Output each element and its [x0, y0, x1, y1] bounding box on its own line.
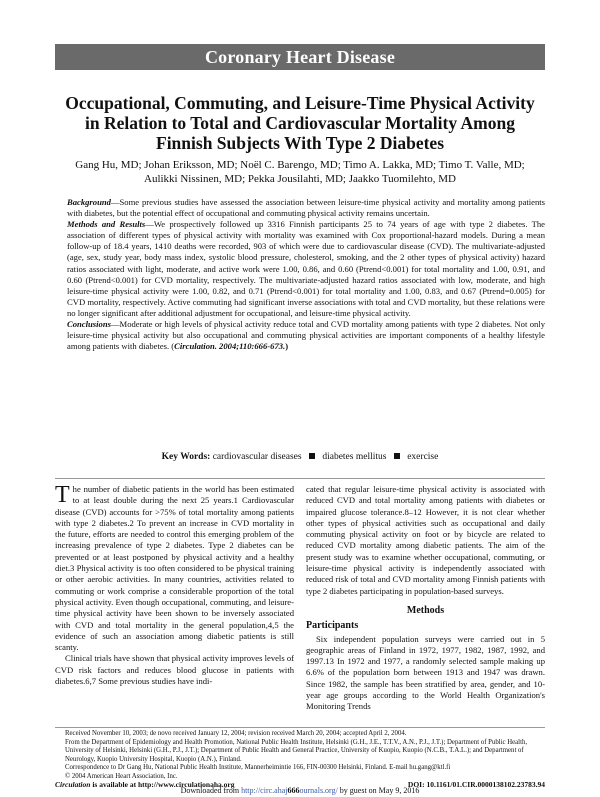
background-text: —Some previous studies have assessed the association between leisure-time physical activity and mortality among patients with diabetes, but the potential effect of occupational and commuting physical activity remains uncertain.	[67, 197, 545, 219]
article-title: Occupational, Commuting, and Leisure-Time Physical Activity in Relation to Total and Cardiovascular Mortality Among Finnish Subjects With Type 2 Diabetes	[65, 93, 535, 153]
keyword-item: diabetes mellitus	[322, 452, 387, 462]
conclusions-text: —Moderate or high levels of physical activity reduce total and CVD mortality among patients with type 2 diabetes. Not only leisure-time physical activity but also occupational and commuting physical activities are important components of a healthy lifestyle among patients with diabetes. (	[67, 319, 545, 352]
abstract-methods	[55, 219, 545, 319]
footnotes	[55, 727, 545, 782]
body-paragraph	[55, 484, 294, 653]
download-link-tail[interactable]: ournals.org/	[299, 786, 338, 795]
author-list: Gang Hu, MD; Johan Eriksson, MD; Noël C. Barengo, MD; Timo A. Lakka, MD; Timo T. Valle, MD; Aulikki Nissinen, MD; Pekka Jousilahti, MD; Jaakko Tuomilehto, MD	[75, 159, 525, 185]
abstract-conclusions	[55, 319, 545, 352]
keyword-separator	[309, 453, 315, 459]
download-suffix: by guest on May 9, 2016	[337, 786, 420, 795]
methods-heading: Methods	[406, 604, 445, 616]
participants-heading: Participants	[306, 620, 359, 632]
body-text: he number of diabetic patients in the world has been estimated to at least double during the next 25 years.1 Cardiovascular disease (CVD) accounts for >75% of total mortality among patients with type 2 diabetes.2 To prevent an increase in CVD mortality in the future, efforts are needed to control this emerging problem of the increasing prevalence of type 2 diabetes. Type 2 diabetes can be prevented or at least postponed by physical activity and a healthy diet.3 Physical activity is too often considered to be physical training or other aerobic activities. In many countries, activities related to commuting or work comprise a considerable proportion of the total physical activity. Even though occupational, commuting, and leisure-time physical activity have been shown to be inversely associated with CVD and total mortality in the general population,4,5 the evidence of such an association among diabetic patients is still scanty.	[55, 484, 294, 653]
drop-cap: T	[55, 482, 70, 508]
body-paragraph: Six independent population surveys were carried out in 5 geographic areas of Finland in 1972, 1977, 1982, 1987, 1992, and 1997.13 In 1972 and 1977, a randomly selected sample making up 6.6% of the population born between 1913 and 1947 was drawn. Since 1982, the sample has been stratified by area, gender, and 10-year age groups according to the World Health Organization's Monitoring Trends	[306, 633, 545, 712]
footnote-copyright: © 2004 American Heart Association, Inc.	[65, 772, 178, 780]
download-notice	[0, 786, 600, 795]
footnote-correspondence: Correspondence to Dr Gang Hu, National Public Health Institute, Mannerheimintie 166, FIN-00300 Helsinki, Finland. E-mail hu.gang@ktl.fi	[65, 764, 451, 772]
keyword-separator	[394, 453, 400, 459]
keyword-item: cardiovascular diseases	[212, 452, 302, 462]
footnote-affiliations: From the Department of Epidemiology and Health Promotion, National Public Health Institute, Helsinki (G.H., J.E., T.T.V., A.N., P.J., J.T.); Department of Public Health, University of Helsinki, Helsinki (G.H., P.J., J.T.); Department of Public Health and General Practice, University of Kuopio, Kuopio (N.C.B., T.A.L.); and Department of Neurology, Kuopio University Hospital, Kuopio (A.N.), Finland.	[65, 738, 528, 763]
citation: Circulation. 2004;110:666-673.	[174, 341, 286, 352]
conclusions-label: Conclusions	[67, 319, 111, 330]
keyword-item: exercise	[407, 452, 439, 462]
body-column-right	[306, 484, 545, 713]
body-paragraph: cated that regular leisure-time physical activity is associated with reduced CVD and total mortality among patients with diabetes or impaired glucose tolerance.8–12 However, it is not clear whether other types of physical activities such as occupational and daily commuting physical activity on foot or by bicycle are related to reduced CVD mortality among diabetic patients. The aim of the present study was to examine whether occupational, commuting, or leisure-time physical activity is independently associated with reduced risk of total and CVD mortality among Finnish patients with type 2 diabetes participating in population-based surveys.	[306, 484, 545, 596]
citation-close: )	[285, 341, 289, 352]
methods-text: —We prospectively followed up 3316 Finnish participants 25 to 74 years of age with type 2 diabetes. The association of different types of physical activity with mortality was examined with Cox proportional-hazard models. During a mean follow-up of 18.4 years, 1410 deaths were recorded, 903 of which were due to cardiovascular disease (CVD). The multivariate-adjusted (age, sex, study year, body mass index, systolic blood pressure, cholesterol, smoking, and the 2 other types of physical activity) hazard ratios associated with light, moderate, and active work were 1.00, 0.86, and 0.60 (Ptrend<0.001) for total mortality and 1.00, 0.91, and 0.60 (Ptrend<0.001) for CVD mortality, respectively. The multivariate-adjusted hazard ratios associated with low, moderate, and high leisure-time physical activity were 1.00, 0.82, and 0.71 (Ptrend<0.001) for total mortality and 1.00, 0.83, and 0.67 (Ptrend=0.005) for CVD mortality, respectively. Active commuting had significant inverse associations with total and CVD mortality, but these relations were no longer significant after additional adjustment for occupational, and leisure-time physical activity.	[67, 219, 545, 318]
doi: DOI: 10.1161/01.CIR.0000138102.23783.94	[407, 780, 545, 789]
keywords-label: Key Words:	[161, 452, 211, 462]
body-paragraph: Clinical trials have shown that physical activity improves levels of CVD risk factors and reduces blood glucose in patients with diabetes.6,7 Some previous studies have indi-	[55, 653, 294, 687]
background-label: Background	[67, 197, 111, 207]
download-link[interactable]: http://circ.ahaj	[241, 786, 288, 795]
section-banner: Coronary Heart Disease	[55, 44, 545, 70]
download-prefix: Downloaded from	[180, 786, 242, 795]
abstract-background	[55, 197, 545, 219]
divider	[55, 478, 545, 479]
journal-url-text[interactable]: is available at http://www.circulationaha.org	[90, 780, 235, 789]
footnote-received: Received November 10, 2003; de novo received January 12, 2004; revision received March 20, 2004; accepted April 2, 2004.	[65, 730, 407, 737]
page-number: 666	[287, 786, 300, 795]
methods-label: Methods and Results	[67, 219, 146, 230]
journal-name: Circulation	[55, 780, 91, 789]
abstract	[55, 197, 545, 352]
body-column-left	[55, 484, 294, 687]
key-words	[55, 452, 545, 462]
